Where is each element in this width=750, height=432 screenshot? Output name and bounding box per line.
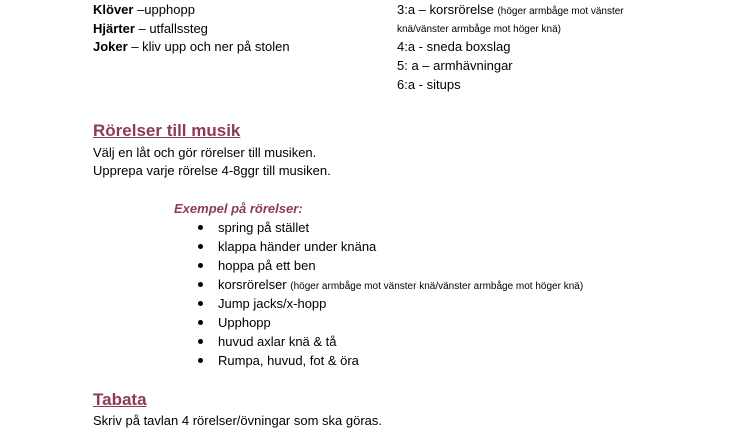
bullet-icon [198, 263, 203, 268]
card-term: Joker [93, 39, 128, 54]
dice-rule-main: 5: a – armhävningar [397, 58, 513, 73]
bullet-icon [198, 339, 203, 344]
bullet-icon [198, 225, 203, 230]
tabata-instruction-1: Skriv på tavlan 4 rörelser/övningar som ska göras. [93, 413, 383, 428]
bullet-icon [198, 320, 203, 325]
list-item: korsrörelser (höger armbåge mot vänster knä/vänster armbåge mot höger knä) [198, 275, 583, 294]
music-instruction-1: Välj en låt och gör rörelser till musiken. [93, 145, 317, 160]
dice-rule-6 [397, 76, 461, 94]
section-heading-tabata: Tabata [93, 390, 147, 409]
card-term: Hjärter [93, 21, 135, 36]
dice-rule-note: knä/vänster armbåge mot höger knä) [397, 24, 561, 35]
list-item: spring på stället [198, 218, 583, 237]
list-item: hoppa på ett ben [198, 256, 583, 275]
card-rule-joker [93, 38, 290, 56]
music-instruction-2: Upprepa varje rörelse 4-8ggr till musiken. [93, 163, 331, 178]
card-term: Klöver [93, 2, 134, 17]
card-rule-clubs [93, 1, 195, 19]
card-desc: – utfallssteg [134, 21, 208, 36]
list-item: klappa händer under knäna [198, 237, 583, 256]
card-desc: –upphopp [133, 2, 195, 17]
dice-rule-main: 4:a - sneda boxslag [397, 39, 511, 54]
dice-rule-main: 6:a - situps [397, 77, 461, 92]
dice-rule-5 [397, 57, 513, 75]
list-item: Upphopp [198, 313, 583, 332]
item-note: (höger armbåge mot vänster knä/vänster armbåge mot höger knä) [290, 281, 584, 292]
dice-rule-3 [397, 1, 624, 21]
dice-rule-main: 3:a – korsrörelse [397, 2, 498, 17]
card-desc: – kliv upp och ner på stolen [127, 39, 290, 54]
dice-rule-4 [397, 38, 510, 56]
dice-rule-3-continued [397, 21, 561, 39]
section-heading-music: Rörelser till musik [93, 121, 241, 140]
list-item: huvud axlar knä & tå [198, 332, 583, 351]
card-rule-hearts [93, 20, 208, 38]
list-item: Jump jacks/x-hopp [198, 294, 583, 313]
bullet-icon [198, 301, 203, 306]
bullet-icon [198, 358, 203, 363]
dice-rule-note: (höger armbåge mot vänster [497, 6, 624, 17]
list-item: Rumpa, huvud, fot & öra [198, 351, 583, 370]
examples-label: Exempel på rörelser: [174, 201, 303, 216]
examples-list [198, 218, 583, 370]
bullet-icon [198, 244, 203, 249]
bullet-icon [198, 282, 203, 287]
